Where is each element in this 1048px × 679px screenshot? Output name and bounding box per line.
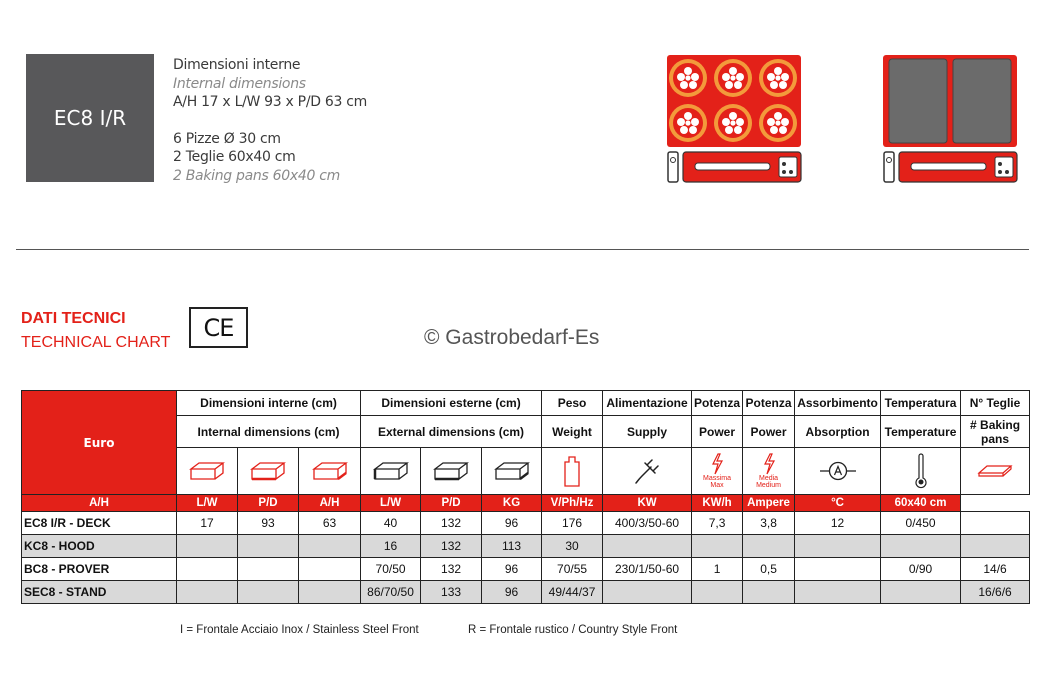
table-cell [743,535,795,558]
table-cell: 230/1/50-60 [603,558,692,581]
table-row [22,512,1030,535]
table-row [22,581,1030,604]
external-height-icon [372,460,410,482]
section-divider [16,249,1029,250]
header-external-dim-it: Dimensioni esterne (cm) [361,391,542,416]
unit-internal-height: A/H [22,495,177,512]
power-max-caption-en: Max [710,482,724,489]
header-power-max-en: Power [692,416,743,448]
table-cell [795,558,881,581]
header-absorption-it: Assorbimento [795,391,881,416]
power-med-caption-en: Medium [756,482,781,489]
header-supply-en: Supply [603,416,692,448]
ampere-meter-icon [818,460,858,482]
power-max-icon [692,448,743,495]
table-cell [177,535,238,558]
table-cell [961,512,1030,535]
table-cell: 176 [542,512,603,535]
unit-supply: V/Ph/Hz [542,495,603,512]
header-temperature-it: Temperatura [881,391,961,416]
power-plug-icon [632,456,662,486]
table-cell: 30 [542,535,603,558]
unit-temperature: °C [795,495,881,512]
table-cell: 63 [299,512,361,535]
table-cell: 0/90 [881,558,961,581]
external-width-icon [432,460,470,482]
technical-chart-title [21,307,170,355]
table-cell: 49/44/37 [542,581,603,604]
table-cell: 70/50 [361,558,421,581]
thermometer-icon [914,453,928,489]
unit-external-width: L/W [361,495,421,512]
header-row-it [22,391,1030,416]
table-cell [238,558,299,581]
table-cell [603,581,692,604]
desc-internal-size: A/H 17 x L/W 93 x P/D 63 cm [173,94,367,110]
internal-depth-icon [311,460,349,482]
table-cell: 400/3/50-60 [603,512,692,535]
table-cell [177,581,238,604]
baking-pan-icon [977,462,1013,480]
table-cell: 7,3 [692,512,743,535]
ce-mark-icon: CE [189,307,248,348]
product-description [173,56,367,185]
table-cell: 132 [421,512,482,535]
table-cell: 12 [795,512,881,535]
table-cell [238,581,299,604]
header-pans-it: N° Teglie [961,391,1030,416]
table-cell [795,581,881,604]
watermark: © Gastrobedarf-Es [424,326,600,349]
desc-trays-it: 2 Teglie 60x40 cm [173,149,296,165]
table-cell: 96 [482,581,542,604]
table-cell: 86/70/50 [361,581,421,604]
table-cell: 16 [361,535,421,558]
power-med-caption-it: Media [758,475,779,482]
header-temperature-en: Temperature [881,416,961,448]
table-cell [299,558,361,581]
unit-pans: 60x40 cm [881,495,961,512]
table-cell: 40 [361,512,421,535]
euro-label: Euro [22,391,177,495]
oven-pan-layout-icon [882,54,1018,184]
table-row [22,535,1030,558]
oven-pizza-layout-icon [666,54,802,184]
header-absorption-en: Absorption [795,416,881,448]
table-cell [881,535,961,558]
row-label: EC8 I/R - DECK [22,512,177,535]
table-cell [692,535,743,558]
table-cell: 1 [692,558,743,581]
table-cell [692,581,743,604]
table-cell: 70/55 [542,558,603,581]
header-pans-en: # Baking pans [961,416,1030,448]
row-label: KC8 - HOOD [22,535,177,558]
table-cell: 3,8 [743,512,795,535]
unit-external-height: A/H [299,495,361,512]
table-row [22,558,1030,581]
table-cell: 96 [482,512,542,535]
header-internal-dim-en: Internal dimensions (cm) [177,416,361,448]
unit-internal-width: L/W [177,495,238,512]
table-cell: 17 [177,512,238,535]
lightning-max-icon [710,453,724,475]
unit-external-depth: P/D [421,495,482,512]
unit-absorption: Ampere [743,495,795,512]
footnote-rustic: R = Frontale rustico / Country Style Front [468,624,678,636]
table-cell: 133 [421,581,482,604]
unit-power-med: KW/h [692,495,743,512]
table-cell [177,558,238,581]
internal-height-icon [188,460,226,482]
row-label: BC8 - PROVER [22,558,177,581]
weight-icon [561,454,583,488]
table-cell [299,581,361,604]
table-cell: 0,5 [743,558,795,581]
external-depth-icon [493,460,531,482]
lightning-med-icon [762,453,776,475]
model-badge [26,54,154,182]
units-row [22,495,1030,512]
power-max-caption-it: Massima [703,475,732,482]
tech-title-en: TECHNICAL CHART [21,334,171,351]
table-cell [743,581,795,604]
header-power-max-it: Potenza [692,391,743,416]
table-cell: 96 [482,558,542,581]
desc-internal-it: Dimensioni interne [173,57,301,73]
tech-title-it: DATI TECNICI [21,310,126,327]
table-cell [961,535,1030,558]
header-weight-it: Peso [542,391,603,416]
power-med-icon [743,448,795,495]
desc-pizzas: 6 Pizze Ø 30 cm [173,130,281,147]
model-name: EC8 I/R [53,106,127,130]
unit-power-max: KW [603,495,692,512]
table-cell: 16/6/6 [961,581,1030,604]
table-cell [299,535,361,558]
technical-table [21,390,1030,604]
table-cell [795,535,881,558]
desc-trays-en: 2 Baking pans 60x40 cm [173,167,340,184]
table-cell [238,535,299,558]
table-cell [881,581,961,604]
unit-weight: KG [482,495,542,512]
header-supply-it: Alimentazione [603,391,692,416]
table-cell [603,535,692,558]
header-weight-en: Weight [542,416,603,448]
table-cell: 132 [421,558,482,581]
header-external-dim-en: External dimensions (cm) [361,416,542,448]
desc-internal-en: Internal dimensions [173,75,306,92]
table-cell: 0/450 [881,512,961,535]
unit-internal-depth: P/D [238,495,299,512]
header-power-med-it: Potenza [743,391,795,416]
row-label: SEC8 - STAND [22,581,177,604]
header-internal-dim-it: Dimensioni interne (cm) [177,391,361,416]
header-power-med-en: Power [743,416,795,448]
internal-width-icon [249,460,287,482]
table-cell: 14/6 [961,558,1030,581]
footnote-inox: I = Frontale Acciaio Inox / Stainless Steel Front [180,624,419,636]
table-cell: 113 [482,535,542,558]
table-cell: 93 [238,512,299,535]
table-cell: 132 [421,535,482,558]
